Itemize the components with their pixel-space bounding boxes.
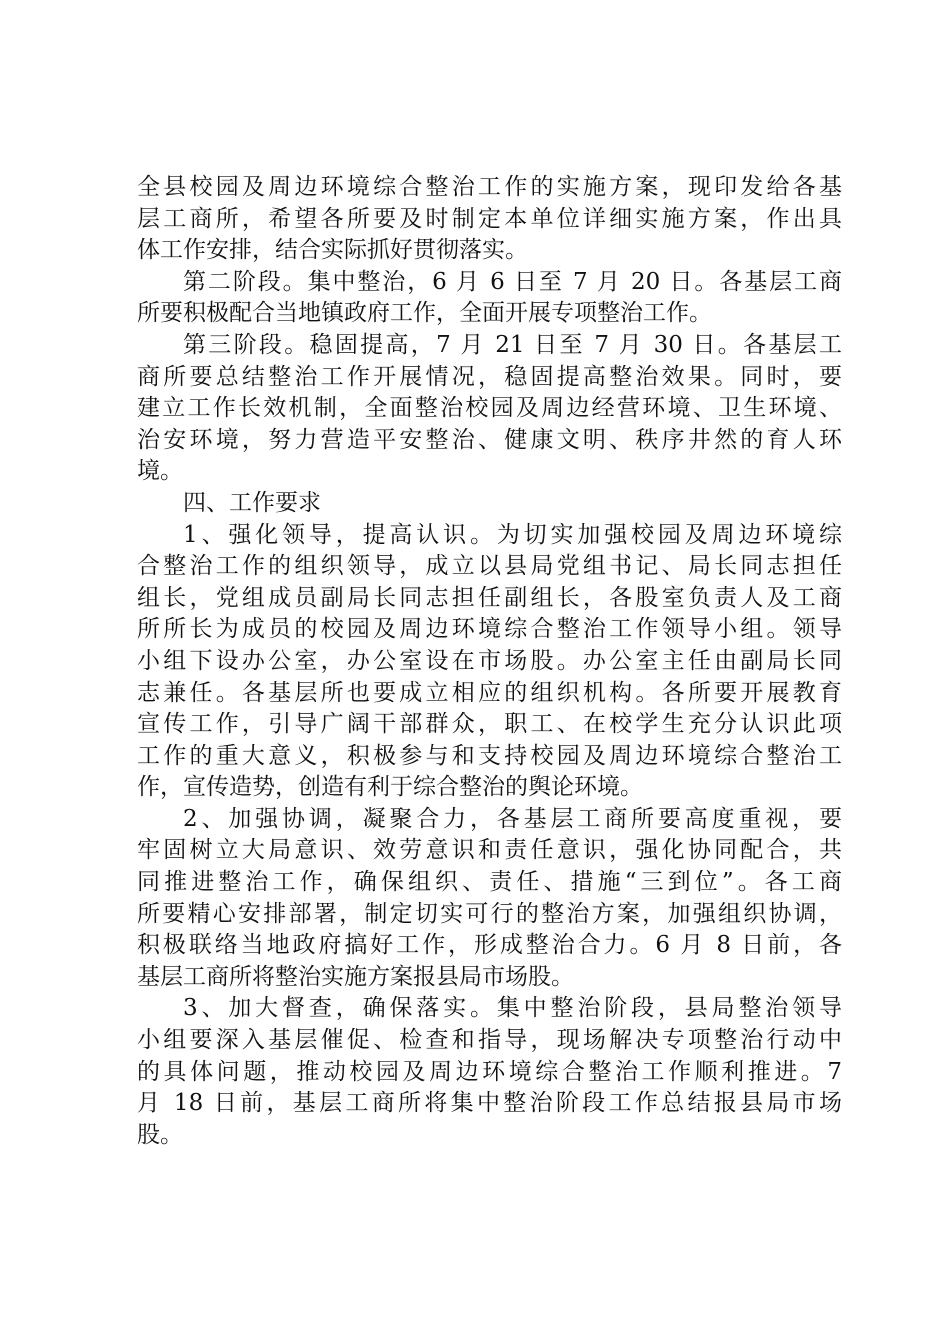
heading-line: 四、工作要求 [183,489,321,516]
text-line: 宣传工作，引导广阔干部群众，职工、在校学生充分认识此项 [137,711,842,738]
paragraph-stage-two [137,267,842,330]
text-line: 3、加大督查，确保落实。集中整治阶段，县局整治领导 [183,995,842,1022]
text-line: 股。 [137,1121,183,1148]
document-body [137,172,842,1151]
text-line: 境。 [137,458,183,485]
paragraph-requirement-3 [137,993,842,1151]
text-line: 组长，党组成员副局长同志担任副组长，各股室负责人及工商 [137,584,842,611]
text-line: 工作的重大意义，积极参与和支持校园及周边环境综合整治工 [137,742,842,769]
text-line: 同推进整治工作，确保组织、责任、措施“三到位”。各工商 [137,869,842,896]
text-line: 合整治工作的组织领导，成立以县局党组书记、局长同志担任 [137,553,842,580]
text-line: 基层工商所将整治实施方案报县局市场股。 [137,963,574,990]
text-line: 体工作安排，结合实际抓好贯彻落实。 [137,237,528,264]
text-line: 小组要深入基层催促、检查和指导，现场解决专项整治行动中 [137,1027,842,1054]
section-heading [137,488,842,520]
text-line: 层工商所，希望各所要及时制定本单位详细实施方案，作出具 [137,205,842,232]
text-line: 商所要总结整治工作开展情况，稳固提高整治效果。同时，要 [137,363,842,390]
paragraph-requirement-2 [137,804,842,994]
text-line: 建立工作长效机制，全面整治校园及周边经营环境、卫生环境、 [137,395,842,422]
text-line: 第二阶段。集中整治，6 月 6 日至 7 月 20 日。各基层工商 [183,268,842,295]
text-line: 2、加强协调，凝聚合力，各基层工商所要高度重视，要 [183,805,842,832]
text-line: 小组下设办公室，办公室设在市场股。办公室主任由副局长同 [137,647,842,674]
paragraph-requirement-1 [137,520,842,804]
text-line: 积极联络当地政府搞好工作，形成整治合力。6 月 8 日前，各 [137,932,842,959]
text-line: 所所长为成员的校园及周边环境综合整治工作领导小组。领导 [137,616,842,643]
text-line: 的具体问题，推动校园及周边环境综合整治工作顺利推进。7 [137,1058,842,1085]
text-line: 第三阶段。稳固提高，7 月 21 日至 7 月 30 日。各基层工 [183,331,842,358]
text-line: 所要精心安排部署，制定切实可行的整治方案，加强组织协调， [137,900,842,927]
text-line: 全县校园及周边环境综合整治工作的实施方案，现印发给各基 [137,174,842,200]
text-line: 1、强化领导，提高认识。为切实加强校园及周边环境综 [183,521,842,548]
text-line: 所要积极配合当地镇政府工作，全面开展专项整治工作。 [137,300,712,327]
text-line: 志兼任。各基层所也要成立相应的组织机构。各所要开展教育 [137,679,842,706]
text-line: 治安环境，努力营造平安整治、健康文明、秩序井然的育人环 [137,426,842,453]
text-line: 月 18 日前，基层工商所将集中整治阶段工作总结报县局市场 [137,1090,842,1117]
paragraph-stage-three [137,330,842,488]
text-line: 牢固树立大局意识、效劳意识和责任意识，强化协同配合，共 [137,837,842,864]
paragraph-intro-continuation [137,172,842,267]
text-line: 作，宣传造势，创造有利于综合整治的舆论环境。 [137,774,643,801]
